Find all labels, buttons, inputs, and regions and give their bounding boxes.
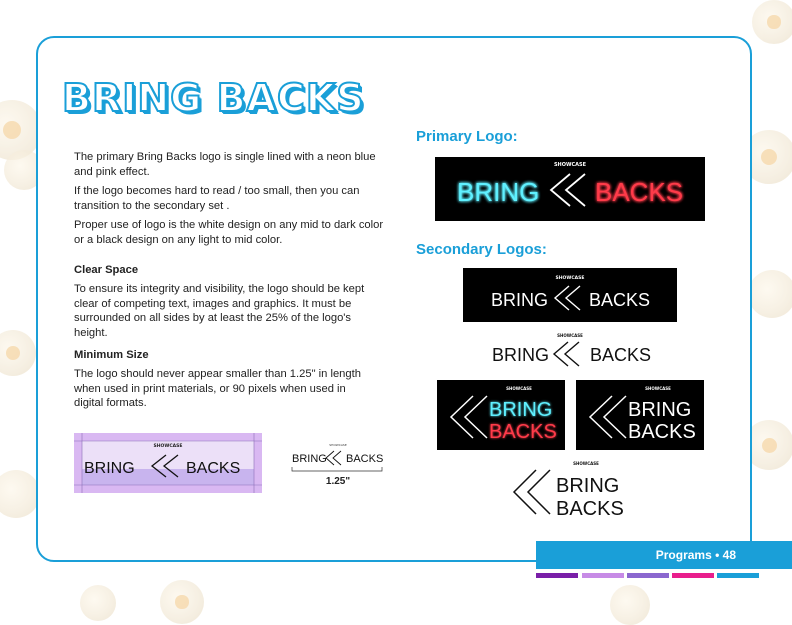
page-title: BRING BACKS	[62, 76, 365, 120]
popcorn-decoration	[0, 330, 36, 376]
color-swatch-violet	[627, 573, 669, 578]
bring-text: BRING	[489, 399, 553, 421]
secondary-logo-stacked-dark	[576, 380, 704, 450]
color-swatch-pink	[672, 573, 714, 578]
intro-paragraph-1: The primary Bring Backs logo is single lined with a neon blue and pink effect.	[74, 151, 376, 178]
secondary-logo-stacked-light	[506, 458, 636, 522]
popcorn-decoration	[610, 585, 650, 625]
showcase-text: SHOWCASE	[555, 276, 585, 281]
clear-space-logo-illustration	[74, 433, 262, 493]
minimum-size-heading: Minimum Size	[74, 349, 149, 361]
secondary-logo-dark-graphic	[463, 268, 677, 322]
bring-text: BRING	[628, 399, 692, 421]
page-number: Programs • 48	[655, 548, 736, 562]
primary-logo	[435, 157, 705, 221]
color-swatch-lavender	[582, 573, 624, 578]
popcorn-decoration	[752, 0, 792, 44]
minimum-size-diagram	[290, 442, 386, 488]
minimum-size-text: The logo should never appear smaller than 1.25" in length when used in print materials, or 90 pixels when used in digital formats.	[74, 368, 361, 410]
backs-text: BACKS	[628, 421, 696, 443]
clear-space-text: To ensure its integrity and visibility, the logo should be kept clear of competing text, images and graphics. It must be surrounded on all sides by at least the 25% of the logo's height.	[74, 283, 365, 339]
intro-text	[74, 150, 384, 253]
backs-text: BACKS	[186, 460, 241, 477]
clear-space-diagram	[74, 433, 262, 493]
stacked-neon-graphic	[437, 380, 565, 450]
bring-text: BRING	[491, 290, 549, 310]
secondary-logo-horizontal-light	[486, 330, 654, 370]
showcase-text: SHOWCASE	[329, 443, 347, 447]
secondary-logo-stacked-neon	[437, 380, 565, 450]
secondary-logo-light-graphic	[486, 330, 654, 370]
backs-text: BACKS	[489, 421, 557, 443]
backs-text: BACKS	[590, 345, 652, 365]
bring-text: BRING	[292, 453, 327, 465]
bring-text: BRING	[457, 177, 540, 207]
backs-text: BACKS	[589, 290, 651, 310]
backs-text: BACKS	[556, 498, 624, 520]
showcase-text: SHOWCASE	[557, 333, 583, 338]
stacked-dark-graphic	[576, 380, 704, 450]
stacked-light-graphic	[506, 458, 636, 522]
measure-label: 1.25"	[325, 476, 351, 487]
intro-paragraph-3: Proper use of logo is the white design on any mid to dark color or a black design on any light to mid color.	[74, 219, 384, 246]
popcorn-decoration	[80, 585, 116, 621]
color-swatch-blue	[717, 573, 759, 578]
secondary-logo-horizontal-dark	[463, 268, 677, 322]
bring-text: BRING	[492, 345, 550, 365]
showcase-text: SHOWCASE	[153, 444, 183, 449]
color-swatch-purple	[536, 573, 578, 578]
showcase-text: SHOWCASE	[645, 386, 671, 391]
backs-text: BACKS	[346, 453, 384, 465]
primary-logo-heading: Primary Logo:	[416, 128, 518, 145]
showcase-text: SHOWCASE	[553, 162, 587, 168]
clear-space-heading: Clear Space	[74, 264, 139, 276]
showcase-text: SHOWCASE	[506, 386, 532, 391]
secondary-logos-heading: Secondary Logos:	[416, 241, 547, 258]
minimum-size-illustration	[290, 442, 386, 488]
popcorn-decoration	[160, 580, 204, 624]
backs-text: BACKS	[595, 177, 684, 207]
showcase-text: SHOWCASE	[573, 461, 599, 466]
popcorn-decoration	[0, 470, 40, 518]
primary-logo-graphic	[435, 157, 705, 221]
bring-text: BRING	[84, 460, 135, 477]
bring-text: BRING	[556, 475, 620, 497]
popcorn-decoration	[748, 270, 792, 318]
intro-paragraph-2: If the logo becomes hard to read / too small, then you can transition to the secondary set .	[74, 185, 360, 212]
footer-bar	[536, 541, 792, 569]
